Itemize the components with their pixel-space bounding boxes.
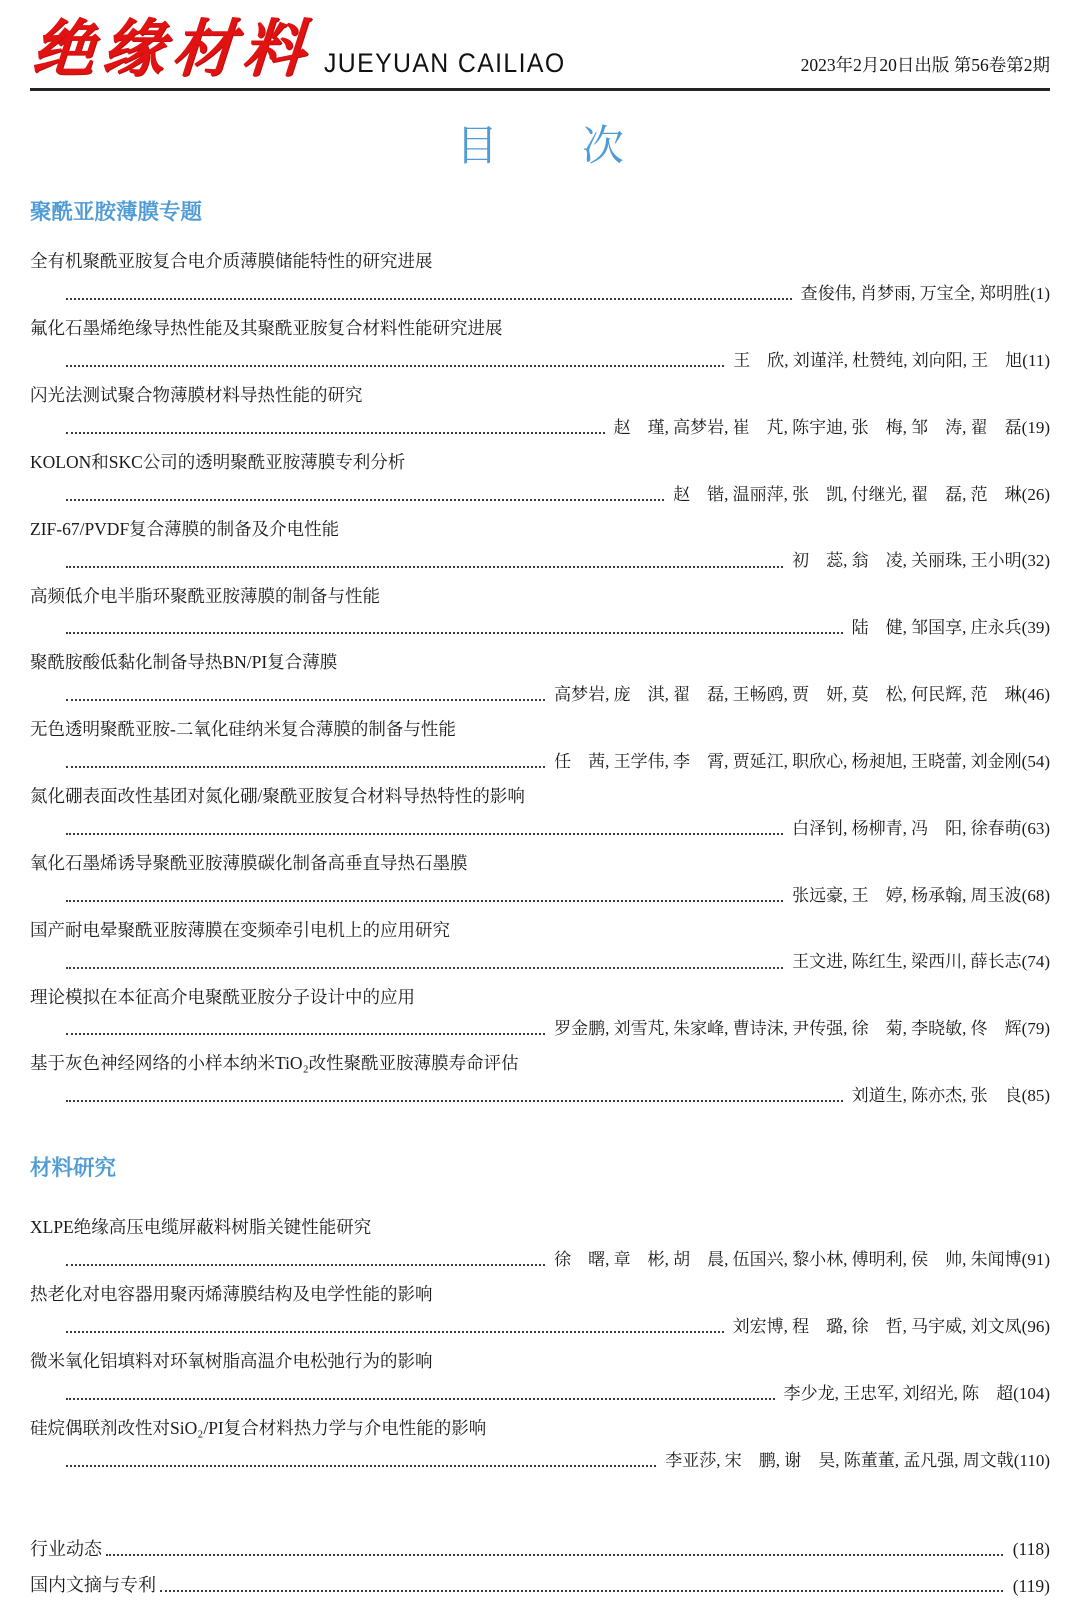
toc-entry-industry-news: [30, 1538, 1050, 1561]
article-page-number: (39): [1021, 618, 1050, 638]
article-authors: 查俊伟, 肖梦雨, 万宝全, 郑明胜: [800, 284, 1031, 304]
journal-logo: 绝缘材料: [29, 12, 315, 85]
dotted-leader: [66, 833, 783, 835]
article-authors: 白泽钊, 杨柳青, 冯 阳, 徐春萌: [792, 818, 1022, 838]
article-item: [30, 451, 1050, 506]
article-author-row: [30, 484, 1050, 506]
article-title: 基于灰色神经网络的小样本纳米TiO₂改性聚酰亚胺薄膜寿命评估: [30, 1053, 519, 1074]
dotted-leader: [66, 900, 783, 902]
article-authors: 王 欣, 刘谨洋, 杜赞纯, 刘向阳, 王 旭: [733, 350, 1023, 370]
dotted-leader: [66, 632, 843, 634]
article-author-row: [30, 417, 1050, 439]
article-page-number: (63): [1021, 818, 1050, 838]
article-author-row: [30, 283, 1050, 305]
article-authors: 刘宏博, 程 璐, 徐 哲, 马宇威, 刘文凤: [732, 1316, 1022, 1336]
entry-page-number: (119): [1012, 1575, 1050, 1596]
article-authors: 高梦岩, 庞 淇, 翟 磊, 王畅鸥, 贾 妍, 莫 松, 何民辉, 范 琳: [554, 685, 1022, 705]
article-item: [30, 852, 1050, 907]
article-page-number: (19): [1021, 417, 1050, 437]
article-title: 理论模拟在本征高介电聚酰亚胺分子设计中的应用: [30, 986, 415, 1007]
article-page-number: (11): [1022, 350, 1050, 370]
article-page-number: (110): [1013, 1450, 1050, 1470]
article-item: [30, 919, 1050, 974]
article-author-row: [30, 350, 1050, 372]
article-title: 氧化石墨烯诱导聚酰亚胺薄膜碳化制备高垂直导热石墨膜: [30, 852, 468, 873]
article-author-row: [30, 951, 1050, 973]
article-author-row: [30, 818, 1050, 840]
article-author-row: [30, 1085, 1050, 1107]
dotted-leader: [66, 766, 545, 768]
article-author-row: [30, 1316, 1050, 1338]
article-authors: 王文进, 陈红生, 梁西川, 薛长志: [792, 952, 1022, 972]
article-title: KOLON和SKC公司的透明聚酰亚胺薄膜专利分析: [30, 451, 406, 472]
article-author-row: [30, 1018, 1050, 1040]
article-author-row: [30, 550, 1050, 572]
article-author-row: [30, 885, 1050, 907]
article-title: 热老化对电容器用聚丙烯薄膜结构及电学性能的影响: [30, 1284, 433, 1305]
article-item: [30, 1216, 1050, 1271]
article-title: 聚酰胺酸低黏化制备导热BN/PI复合薄膜: [30, 652, 338, 673]
article-item: [30, 1052, 1050, 1107]
article-item: [30, 651, 1050, 706]
article-authors: 罗金鹏, 刘雪芃, 朱家峰, 曹诗沫, 尹传强, 徐 菊, 李晓敏, 佟 辉: [554, 1019, 1022, 1039]
dotted-leader: [66, 1465, 656, 1467]
article-page-number: (46): [1021, 685, 1050, 705]
dotted-leader: [66, 1331, 724, 1333]
article-title: 氮化硼表面改性基团对氮化硼/聚酰亚胺复合材料导热特性的影响: [30, 786, 525, 807]
article-authors: 张远豪, 王 婷, 杨承翰, 周玉波: [792, 885, 1022, 905]
article-page-number: (1): [1030, 284, 1050, 304]
dotted-leader: [160, 1590, 1003, 1592]
article-page-number: (91): [1021, 1250, 1050, 1269]
article-page-number: (54): [1021, 751, 1050, 771]
article-title: 高频低介电半脂环聚酰亚胺薄膜的制备与性能: [30, 585, 380, 606]
article-item: [30, 518, 1050, 573]
toc-footer-entries: [30, 1538, 1050, 1598]
article-authors: 李亚莎, 宋 鹏, 谢 昊, 陈董董, 孟凡强, 周文戟: [665, 1450, 1014, 1470]
article-author-row: [30, 684, 1050, 706]
article-item: [30, 384, 1050, 439]
article-page-number: (104): [1013, 1383, 1050, 1403]
dotted-leader: [66, 699, 545, 701]
article-item: [30, 1350, 1050, 1405]
dotted-leader: [66, 1264, 545, 1266]
article-title: XLPE绝缘高压电缆屏蔽料树脂关键性能研究: [30, 1217, 372, 1238]
dotted-leader: [66, 1100, 843, 1102]
section-heading-polyimide-films: 聚酰亚胺薄膜专题: [30, 200, 203, 225]
article-authors: 初 蕊, 翁 凌, 关丽珠, 王小明: [792, 551, 1022, 571]
article-item: [30, 1417, 1050, 1472]
article-item: [30, 1283, 1050, 1338]
dotted-leader: [66, 432, 605, 434]
entry-page-number: (118): [1012, 1539, 1050, 1560]
article-author-row: [30, 1249, 1050, 1271]
article-item: [30, 785, 1050, 840]
dotted-leader: [66, 499, 664, 501]
article-item: [30, 250, 1050, 305]
article-title: 闪光法测试聚合物薄膜材料导热性能的研究: [30, 384, 363, 405]
article-title: 氟化石墨烯绝缘导热性能及其聚酰亚胺复合材料性能研究进展: [30, 318, 503, 339]
dotted-leader: [66, 967, 783, 969]
article-title: 全有机聚酰亚胺复合电介质薄膜储能特性的研究进展: [30, 251, 433, 272]
article-page-number: (96): [1021, 1316, 1050, 1336]
article-item: [30, 718, 1050, 773]
article-authors: 陆 健, 邹国享, 庄永兵: [851, 618, 1022, 638]
article-page-number: (68): [1021, 885, 1050, 905]
article-authors: 赵 瑾, 高梦岩, 崔 芃, 陈宇迪, 张 梅, 邹 涛, 翟 磊: [613, 417, 1022, 437]
dotted-leader: [66, 365, 724, 367]
article-item: [30, 585, 1050, 640]
article-title: 微米氧化铝填料对环氧树脂高温介电松弛行为的影响: [30, 1350, 433, 1371]
article-page-number: (32): [1021, 551, 1050, 571]
article-page-number: (26): [1021, 484, 1050, 504]
toc-title: 目 次: [455, 122, 624, 170]
article-authors: 刘道生, 陈亦杰, 张 良: [851, 1086, 1022, 1106]
article-title: ZIF-67/PVDF复合薄膜的制备及介电性能: [30, 518, 340, 539]
article-title: 硅烷偶联剂改性对SiO₂/PI复合材料热力学与介电性能的影响: [30, 1417, 487, 1438]
journal-pinyin-title: JUEYUAN CAILIAO: [324, 48, 566, 79]
dotted-leader: [106, 1554, 1003, 1556]
entry-label: 行业动态: [30, 1538, 102, 1559]
article-title: 无色透明聚酰亚胺-二氧化硅纳米复合薄膜的制备与性能: [30, 719, 456, 740]
journal-header: [29, 12, 1050, 85]
article-authors: 赵 锴, 温丽萍, 张 凯, 付继光, 翟 磊, 范 琳: [673, 484, 1022, 504]
article-title: 国产耐电晕聚酰亚胺薄膜在变频牵引电机上的应用研究: [30, 919, 450, 940]
dotted-leader: [66, 566, 783, 568]
article-authors: 徐 曙, 章 彬, 胡 晨, 伍国兴, 黎小林, 傅明利, 侯 帅, 朱闻博: [554, 1250, 1022, 1269]
entry-label: 国内文摘与专利: [30, 1575, 156, 1596]
article-author-row: [30, 617, 1050, 639]
article-item: [30, 986, 1050, 1041]
dotted-leader: [66, 1398, 775, 1400]
section-heading-materials-research: 材料研究: [30, 1156, 117, 1181]
dotted-leader: [66, 1033, 545, 1035]
article-item: [30, 317, 1050, 372]
article-authors: 任 茜, 王学伟, 李 霄, 贾延江, 职欣心, 杨昶旭, 王晓蕾, 刘金刚: [554, 751, 1022, 771]
article-page-number: (85): [1021, 1086, 1050, 1106]
article-authors: 李少龙, 王忠军, 刘绍光, 陈 超: [783, 1383, 1014, 1403]
header-divider: [30, 88, 1050, 91]
article-author-row: [30, 1383, 1050, 1405]
article-author-row: [30, 751, 1050, 773]
article-author-row: [30, 1450, 1050, 1472]
toc-entry-domestic-abstracts-patents: [30, 1574, 1050, 1597]
dotted-leader: [66, 298, 792, 300]
issue-info: 2023年2月20日出版 第56卷第2期: [800, 55, 1050, 76]
article-page-number: (74): [1021, 952, 1050, 972]
article-page-number: (79): [1021, 1019, 1050, 1039]
